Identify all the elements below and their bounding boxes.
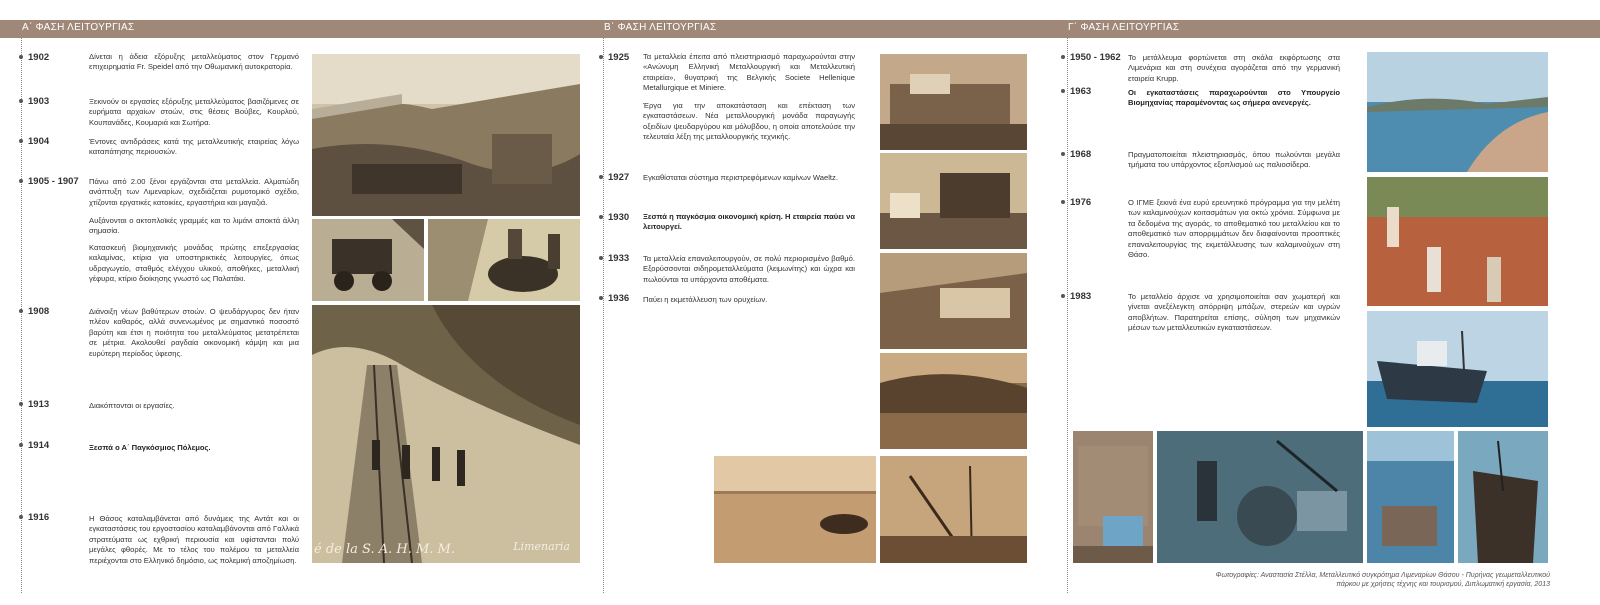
- entry-text: Ξεκινούν οι εργασίες εξόρυξης μεταλλεύματος βασιζόμενες σε ευρήματα αρχαίων στοών, στις θέσεις Βούβες, Κουρλού, Κουπανάδες, Κουμαριά και Σωτήρα.: [89, 97, 299, 127]
- entry-text: Οι εγκαταστάσεις παραχωρούνται στο Υπουργείο Βιομηχανίας παραμένοντας ως σήμερα ανενεργές.: [1128, 88, 1340, 108]
- photo-hillside-works: [880, 253, 1027, 349]
- entry-text: Ξεσπά η παγκόσμια οικονομική κρίση. Η εταιρεία παύει να λειτουργεί.: [643, 212, 855, 232]
- photo-workers-red-earth: [1367, 177, 1548, 306]
- entry-text: Διάνοιξη νέων βαθύτερων στοών. Ο ψευδάργυρος δεν ήταν πλέον καθαρός, αλλά συνενωμένος με σημαντικό ποσοστό βαρύτη και έτσι η ποιότητα του μεταλλεύματος μετατρέπεται σε μέτρια. Ακολουθεί ραγδαία οικονομική κάμψη και μια ευρύτερη περίοδος ύφεσης.: [89, 307, 299, 358]
- year-label: 1904: [28, 136, 50, 147]
- year-label: 1908: [28, 306, 50, 317]
- timeline-line-b: [603, 38, 604, 593]
- year-label: 1933: [608, 253, 630, 264]
- year-label: 1914: [28, 440, 50, 451]
- entry-text: Πάνω από 2.00 ξένοι εργάζονται στα μεταλλεία. Αλματώδη ανάπτυξη των Λιμεναρίων, σχεδιάζεται ρυμοτομικό σχέδιο, χτίζονται εργατικές κατοικίες, εργαστήρια και μαγαζιά.: [89, 177, 299, 207]
- year-label: 1950 - 1962: [1070, 52, 1121, 63]
- phase-b-title: Β΄ ΦΑΣΗ ΛΕΙΤΟΥΡΓΙΑΣ: [604, 22, 717, 33]
- photo-ship-deck: [1458, 431, 1548, 563]
- timeline-line-a: [21, 38, 22, 593]
- year-label: 1936: [608, 293, 630, 304]
- photo-workers-cart: [428, 219, 580, 301]
- photo-cargo-ship: [1367, 311, 1548, 427]
- entry-text: Πραγματοποιείται πλειστηριασμός, όπου πωλούνται μεγάλα τμήματα του υπάρχοντος εξοπλισμού ως παλιοσίδερα.: [1128, 150, 1340, 170]
- year-label: 1976: [1070, 197, 1092, 208]
- entry-text: Η Θάσος καταλαμβάνεται από δυνάμεις της Αντάτ και οι εγκαταστάσεις του εργοστασίου καταλαμβάνονται από Γαλλικά στρατεύματα ως εχθρική περιουσία και υφίστανται πολύ μεγάλες φθορές. Με το τέλος του πολέμου τα μεταλλεία περιέχονται στο Ελληνικό δημόσιο, ως πολεμική αποζημίωση.: [89, 514, 299, 565]
- entry-text: Παύει η εκμετάλλευση των ορυχείων.: [643, 295, 768, 304]
- photo-caption: Limenaria: [513, 540, 570, 553]
- year-label: 1963: [1070, 86, 1092, 97]
- year-label: 1968: [1070, 149, 1092, 160]
- year-label: 1925: [608, 52, 630, 63]
- year-label: 1905 - 1907: [28, 176, 79, 187]
- photo-truck-building: [1073, 431, 1153, 563]
- year-label: 1916: [28, 512, 50, 523]
- photo-loading-crane: [880, 456, 1027, 563]
- photo-coastline-color: [1367, 52, 1548, 172]
- year-label: 1902: [28, 52, 50, 63]
- year-label: 1927: [608, 172, 630, 183]
- entry-text: Το μεταλλείο άρχισε να χρησιμοποιείται σαν χωματερή και γίνεται ανεξέλεγκτη απόρριψη μπάζων, στερεών και υγρών αποβλήτων. Παρατηρείται επίσης, σύληση των μηχανικών μέσων των μεταλλευτικών εγκαταστάσεων.: [1128, 292, 1340, 333]
- photo-plant-buildings: [880, 54, 1027, 150]
- credit-line: πάρκου με χρήσεις τέχνης και τουρισμού, Διπλωματική εργασία, 2013: [1336, 581, 1550, 588]
- photo-railway-workers: [312, 305, 580, 563]
- phase-c-title: Γ΄ ΦΑΣΗ ΛΕΙΤΟΥΡΓΙΑΣ: [1068, 22, 1180, 33]
- entry-text: Εγκαθίσταται σύστημα περιστρεφόμενων καμίνων Waeltz.: [643, 173, 838, 182]
- year-label: 1903: [28, 96, 50, 107]
- phase-a-title: Α΄ ΦΑΣΗ ΛΕΙΤΟΥΡΓΙΑΣ: [22, 22, 135, 33]
- entry-text: Διακόπτονται οι εργασίες.: [89, 401, 175, 410]
- entry-text: Έντονες αντιδράσεις κατά της μεταλλευτικής εταιρείας λόγω καταπάτησης περιουσιών.: [89, 137, 299, 157]
- timeline-line-c: [1067, 38, 1068, 593]
- entry-text: Ξεσπά ο Α΄ Παγκόσμιος Πόλεμος.: [89, 443, 211, 452]
- entry-text: Κατασκευή βιομηχανικής μονάδας πρώτης επεξεργασίας καλαμίνας, κτίρια για υποστηρικτικές λειτουργίες, όπως υδραγωγείο, σταθμός ελέγχου υλικού, αποθήκες, μεταλλική γέφυρα, κτίριο διοίκησης γνωστό ως Παλατάκι.: [89, 243, 299, 284]
- entry-text: Τα μεταλλεία έπειτα από πλειστηριασμό παραχωρούνται στην «Ανώνυμη Ελληνική Μεταλλουργική και Μεταλλευτική εταιρεία», θυγατρική της Βελγικής Societe Hellenique Metallurgique et Miniere.: [643, 52, 855, 93]
- credit-line: Φωτογραφίες: Αναστασία Στέλλα, Μεταλλευτικό συγκρότημα Λιμεναρίων Θάσου - Πυρήνας γεωμεταλλευτικού: [1215, 572, 1550, 579]
- entry-text: Το μετάλλευμα φορτώνεται στη σκάλα εκφόρτωσης στα Λιμενάρια και στη συνέχεια αγοράζεται από την γερμανική εταιρεία Krupp.: [1128, 53, 1340, 83]
- entry-text: Αυξάνονται ο ακτοπλοϊκές γραμμές και το λιμάνι αποκτά άλλη σημασία.: [89, 216, 299, 236]
- photo-construction: [880, 153, 1027, 249]
- photo-machinery: [1157, 431, 1363, 563]
- year-label: 1913: [28, 399, 50, 410]
- photo-bay-view: [880, 353, 1027, 449]
- entry-text: Τα μεταλλεία επαναλειτουργούν, σε πολύ περιορισμένο βαθμό. Εξορύσσονται σιδηρομεταλλεύματα (λειμωνίτης) και ώχρα και πωλούνται τα υπάρχοντα αποθέματα.: [643, 254, 855, 284]
- photo-coast-ruins: [312, 54, 580, 216]
- entry-text: Ο ΙΓΜΕ ξεκινά ένα ευρύ ερευνητικό πρόγραμμα για την μελέτη των καλαμινούχων κοιτασμάτων για οκτώ χρόνια. Σύμφωνα με τα δεδομένα της αγοράς, το αποθεματικό του μεταλλείου και το αποθεματικό των απορριμμάτων δεν διαφαίνονται προοπτικές επαναλειτουργίας της εκμετάλλευσης των καλαμινούχων στη Θάσο.: [1128, 198, 1340, 260]
- photo-sea-rocks: [714, 456, 876, 563]
- year-label: 1930: [608, 212, 630, 223]
- photo-mine-cart: [312, 219, 424, 301]
- photo-harbor-view: [1367, 431, 1454, 563]
- photo-caption: é de la S. A. H. M. M.: [314, 542, 455, 557]
- phase-header-bar: [0, 20, 1600, 38]
- entry-text: Δίνεται η άδεια εξόρυξης μεταλλεύματος στον Γερμανό επιχειρηματία Fr. Speidel από την Οθωμανική αυτοκρατορία.: [89, 52, 299, 72]
- photo-credit: [1190, 571, 1550, 589]
- entry-text: Έργα για την αποκατάσταση και επέκταση των εγκαταστάσεων. Νέα μεταλλουργική μονάδα παραγωγής οξειδίων ψευδαργύρου και μόλυβδου, η οποία αποτελούσε την τελευταία λέξη της μεταλλουργικής τεχνικής.: [643, 101, 855, 142]
- year-label: 1983: [1070, 291, 1092, 302]
